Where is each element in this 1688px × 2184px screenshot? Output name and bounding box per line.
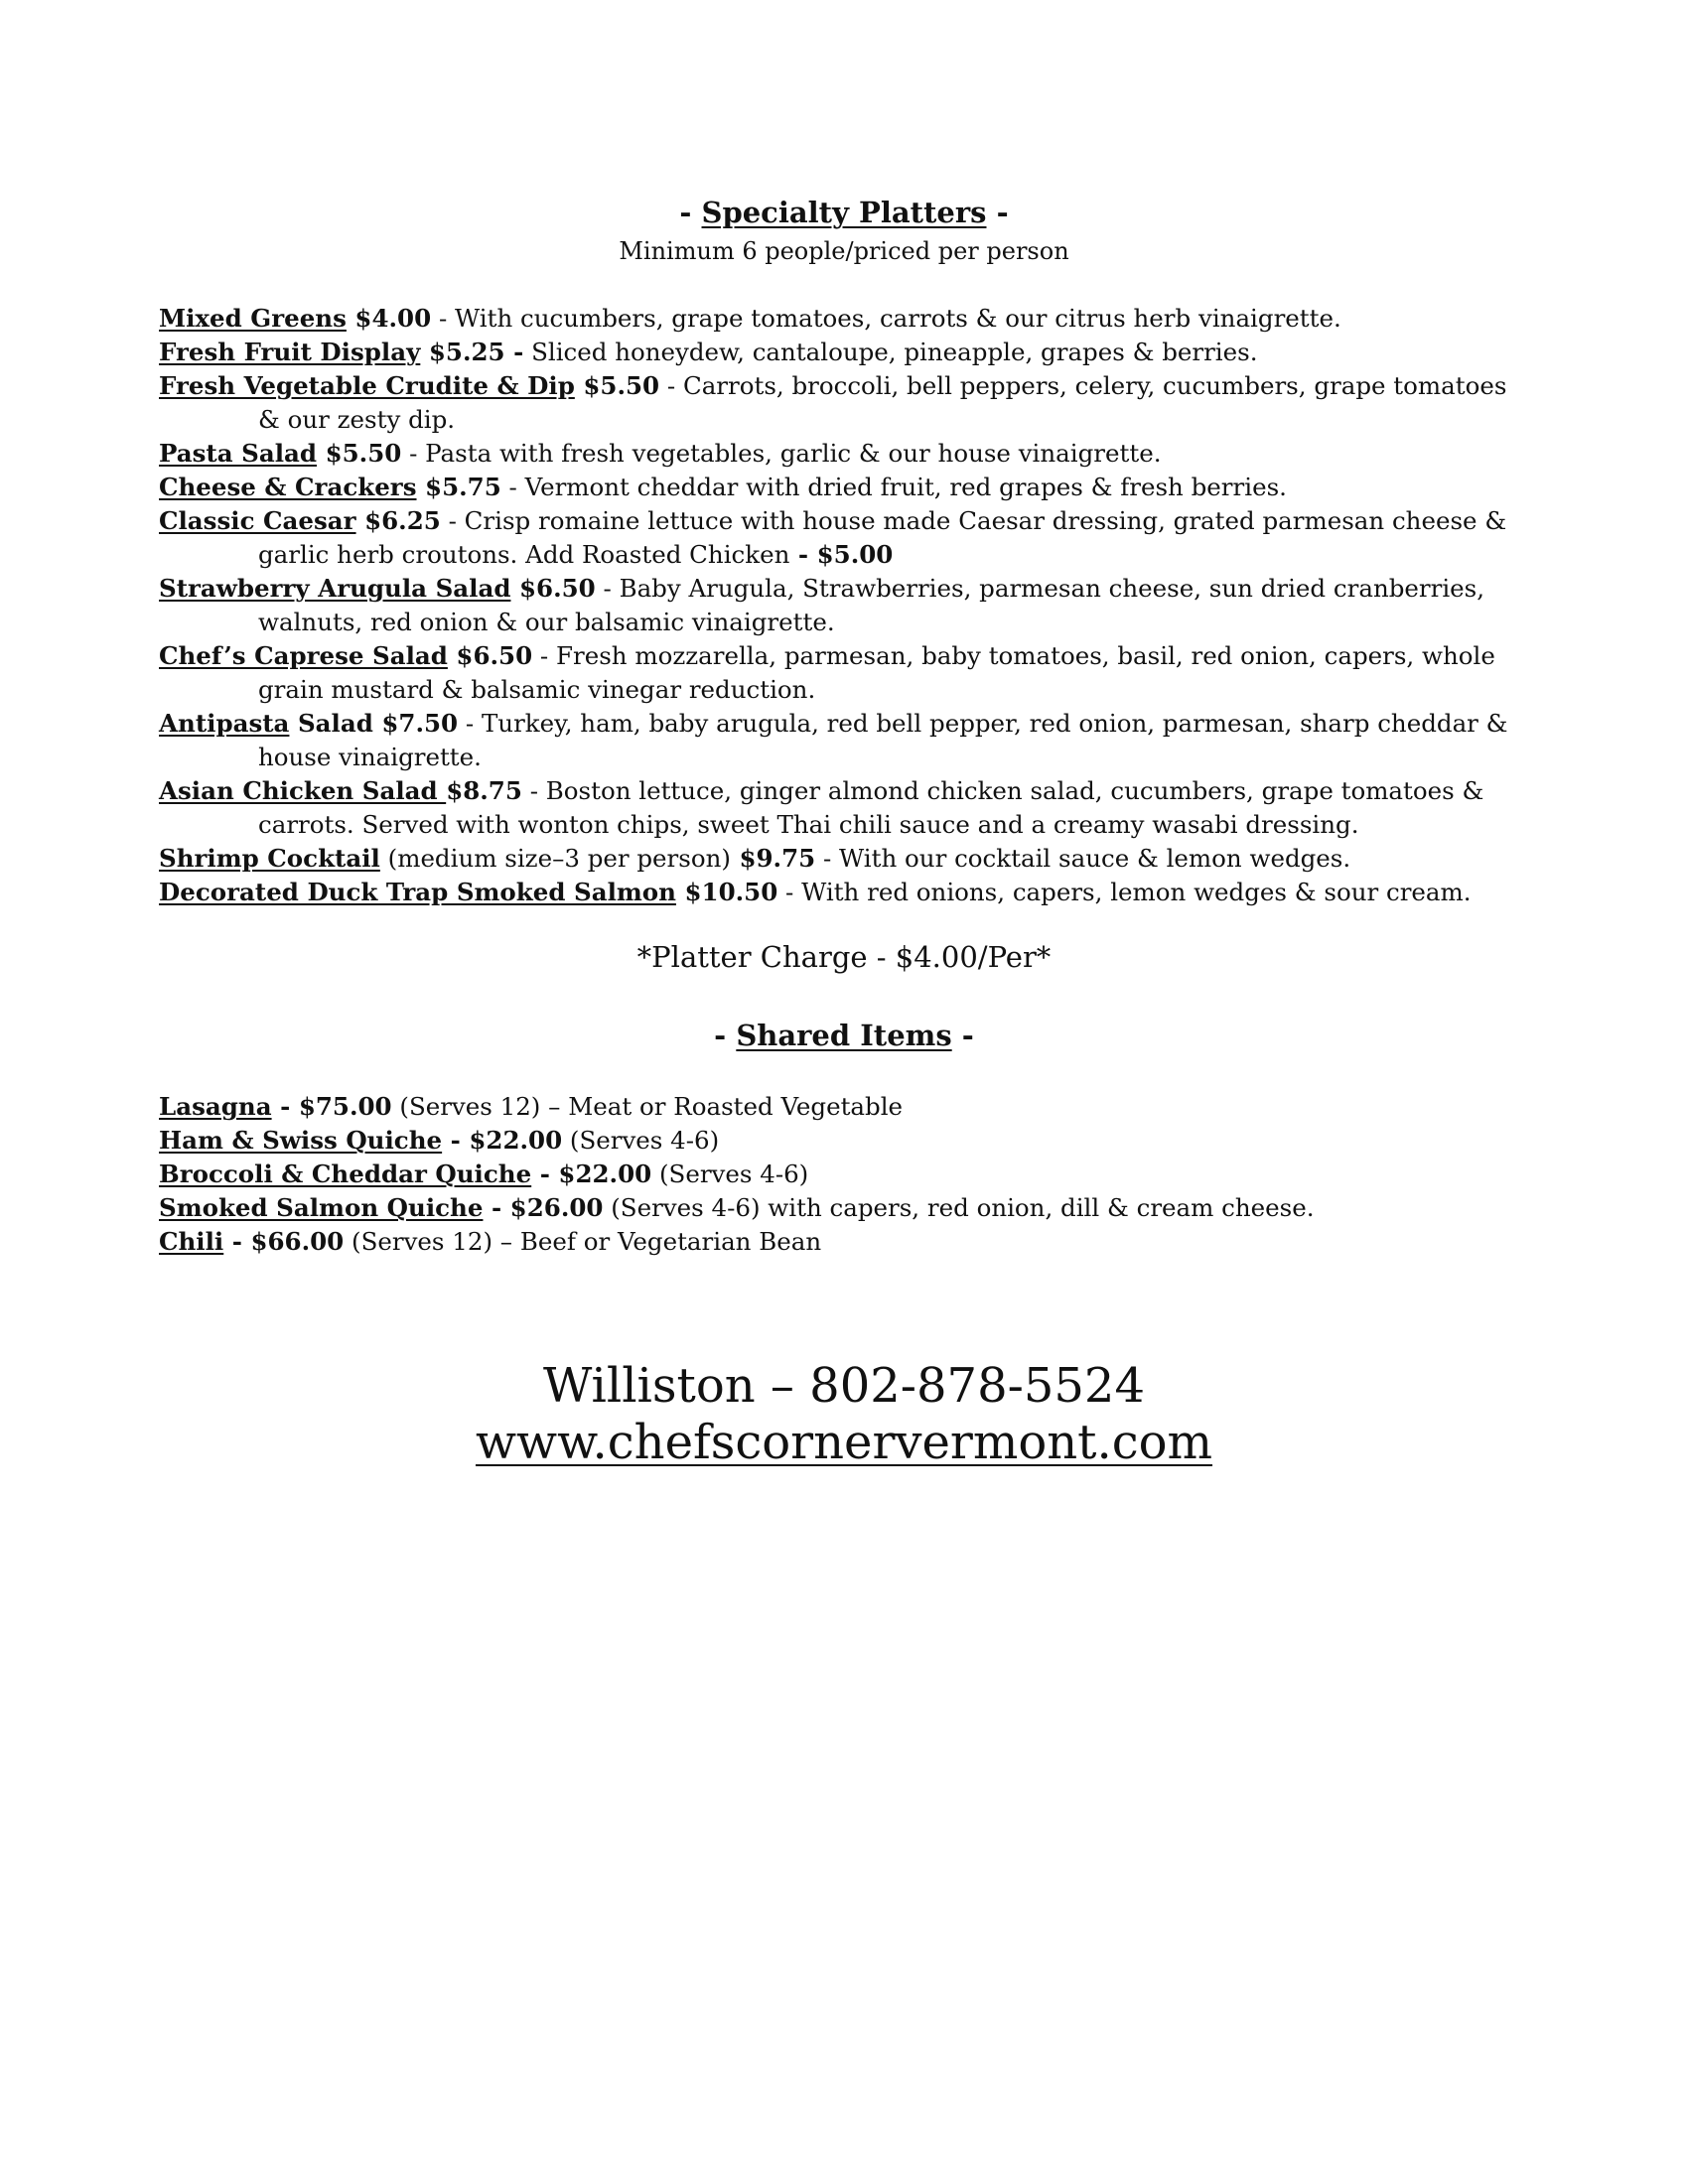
list-item <box>159 1090 1529 1124</box>
platter-charge-note: *Platter Charge - $4.00/Per* <box>636 940 1052 974</box>
item-description: Baby Arugula, Strawberries, parmesan cheese, sun dried cranberries, walnuts, red onion & our balsamic vinaigrette. <box>258 574 1485 636</box>
item-price: $6.25 <box>355 506 441 535</box>
item-separator: - <box>815 844 840 873</box>
item-name: Asian Chicken Salad <box>159 776 447 805</box>
list-item <box>159 302 1529 336</box>
item-price: $10.50 <box>675 878 778 906</box>
list-item <box>159 572 1529 639</box>
specialty-platters-title <box>0 196 1688 230</box>
title-text: Specialty Platters <box>701 196 987 229</box>
item-description: Fresh mozzarella, parmesan, baby tomatoes, basil, red onion, capers, whole grain mustard & balsamic vinegar reduction. <box>258 641 1495 704</box>
shared-items-title <box>0 1019 1688 1053</box>
item-price: $5.50 <box>574 371 660 400</box>
item-price: - $75.00 <box>271 1092 392 1121</box>
item-name: Cheese & Crackers <box>159 473 417 501</box>
item-name: Smoked Salmon Quiche <box>159 1193 484 1222</box>
item-description: (Serves 4-6) <box>651 1160 809 1188</box>
item-description: With red onions, capers, lemon wedges & sour cream. <box>801 878 1472 906</box>
list-item <box>159 437 1529 471</box>
item-price: $6.50 <box>447 641 533 670</box>
item-price: $5.75 <box>416 473 501 501</box>
list-item <box>159 774 1529 842</box>
item-description: Sliced honeydew, cantaloupe, pineapple, grapes & berries. <box>531 338 1258 366</box>
shared-items-list <box>159 1090 1529 1259</box>
item-name: Mixed Greens <box>159 304 347 333</box>
item-price: $4.00 <box>346 304 432 333</box>
item-name: Classic Caesar <box>159 506 356 535</box>
item-extra-price: - $5.00 <box>789 540 894 569</box>
item-separator: - <box>777 878 802 906</box>
list-item <box>159 842 1529 876</box>
item-price: $9.75 <box>730 844 816 873</box>
item-separator: - <box>595 574 620 603</box>
item-name: Broccoli & Cheddar Quiche <box>159 1160 532 1188</box>
item-description: Boston lettuce, ginger almond chicken salad, cucumbers, grape tomatoes & carrots. Served with wonton chips, sweet Thai chili sauce and a creamy wasabi dressing. <box>258 776 1484 839</box>
item-separator: - <box>521 776 546 805</box>
item-description: With cucumbers, grape tomatoes, carrots & our citrus herb vinaigrette. <box>455 304 1341 333</box>
item-price: Salad $7.50 <box>289 709 459 738</box>
item-description: Turkey, ham, baby arugula, red bell pepper, red onion, parmesan, sharp cheddar & house vinaigrette. <box>258 709 1508 771</box>
item-description: (Serves 12) – Meat or Roasted Vegetable <box>391 1092 904 1121</box>
item-price: $5.50 <box>317 439 402 468</box>
title-dash-left: - <box>679 196 702 229</box>
item-price: $8.75 <box>446 776 522 805</box>
list-item <box>159 1124 1529 1158</box>
list-item <box>159 471 1529 504</box>
list-item <box>159 1191 1529 1225</box>
item-description: With our cocktail sauce & lemon wedges. <box>839 844 1351 873</box>
title-dash-right: - <box>951 1019 974 1052</box>
item-description: Carrots, broccoli, bell peppers, celery, cucumbers, grape tomatoes & our zesty dip. <box>258 371 1507 434</box>
item-description: (Serves 4-6) with capers, red onion, dill & cream cheese. <box>603 1193 1315 1222</box>
list-item <box>159 639 1529 707</box>
list-item <box>159 876 1529 909</box>
footer-phone: Williston – 802-878-5524 <box>543 1358 1145 1414</box>
item-separator: - <box>532 641 556 670</box>
list-item <box>159 707 1529 774</box>
item-name: Chili <box>159 1227 224 1256</box>
item-price: $6.50 <box>510 574 596 603</box>
list-item <box>159 369 1529 437</box>
item-name: Antipasta <box>159 709 290 738</box>
item-price: $5.25 - <box>420 338 524 366</box>
item-name: Pasta Salad <box>159 439 318 468</box>
title-dash-right: - <box>986 196 1009 229</box>
title-dash-left: - <box>714 1019 737 1052</box>
item-price: - $66.00 <box>223 1227 345 1256</box>
item-name: Fresh Fruit Display <box>159 338 421 366</box>
item-name: Lasagna <box>159 1092 272 1121</box>
item-description: (Serves 12) – Beef or Vegetarian Bean <box>344 1227 822 1256</box>
item-price: - $26.00 <box>483 1193 604 1222</box>
list-item <box>159 504 1529 572</box>
item-price: - $22.00 <box>531 1160 652 1188</box>
item-serving-note: (medium size–3 per person) <box>379 844 731 873</box>
item-separator: - <box>431 304 456 333</box>
item-name: Shrimp Cocktail <box>159 844 380 873</box>
list-item <box>159 1225 1529 1259</box>
item-name: Ham & Swiss Quiche <box>159 1126 443 1155</box>
item-description: Pasta with fresh vegetables, garlic & our house vinaigrette. <box>425 439 1162 468</box>
title-text: Shared Items <box>736 1019 952 1052</box>
item-name: Chef’s Caprese Salad <box>159 641 448 670</box>
item-separator: - <box>458 709 482 738</box>
item-separator <box>523 338 531 366</box>
item-price: - $22.00 <box>442 1126 563 1155</box>
item-separator: - <box>659 371 683 400</box>
specialty-items-list <box>159 302 1529 909</box>
list-item <box>159 1158 1529 1191</box>
item-description: Vermont cheddar with dried fruit, red grapes & fresh berries. <box>524 473 1287 501</box>
item-separator: - <box>440 506 465 535</box>
item-description: Crisp romaine lettuce with house made Caesar dressing, grated parmesan cheese & garlic herb croutons. Add Roasted Chicken <box>258 506 1507 569</box>
item-separator: - <box>500 473 525 501</box>
item-description: (Serves 4-6) <box>562 1126 720 1155</box>
footer-website-line <box>0 1415 1688 1472</box>
item-separator: - <box>401 439 426 468</box>
item-name: Strawberry Arugula Salad <box>159 574 511 603</box>
website-link[interactable]: www.chefscornervermont.com <box>475 1415 1213 1470</box>
specialty-subtitle: Minimum 6 people/priced per person <box>619 237 1069 265</box>
item-name: Fresh Vegetable Crudite & Dip <box>159 371 575 400</box>
item-name: Decorated Duck Trap Smoked Salmon <box>159 878 676 906</box>
list-item <box>159 336 1529 369</box>
